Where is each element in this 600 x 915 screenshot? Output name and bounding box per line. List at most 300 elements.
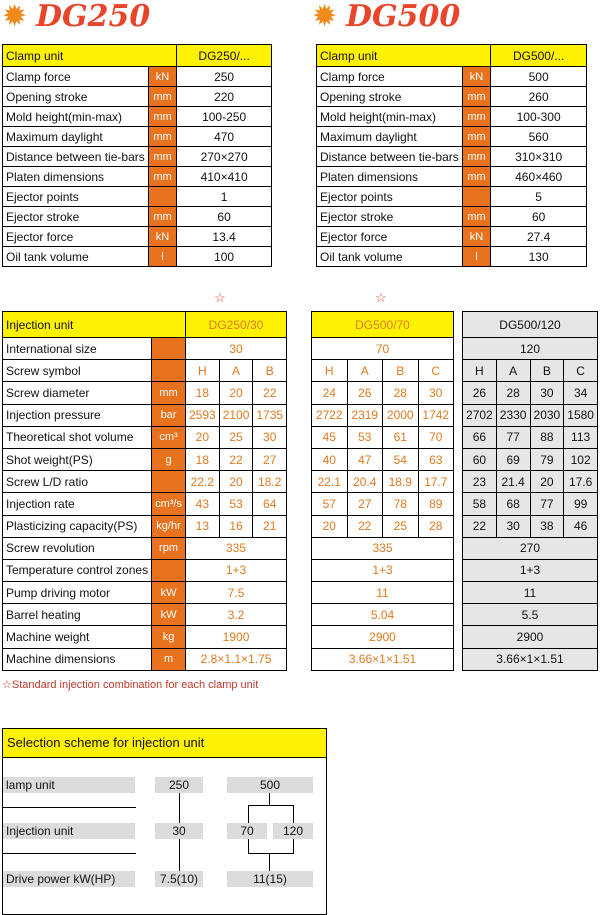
clamp-row-value: 60	[491, 207, 587, 227]
page-title-dg250: DG250	[36, 0, 151, 34]
injection-row	[463, 559, 598, 581]
injection-value: 22.2	[185, 471, 219, 493]
injection-value: 63	[418, 448, 454, 470]
injection-value: 1+3	[463, 559, 598, 581]
clamp-row-unit: mm	[462, 147, 491, 167]
injection-value: H	[463, 360, 497, 382]
injection-value: 46	[564, 515, 598, 537]
injection-row	[463, 537, 598, 559]
injection-row-label: Screw L/D ratio	[3, 471, 152, 493]
clamp-row-label: Maximum daylight	[317, 127, 463, 147]
clamp-row-unit: mm	[148, 107, 176, 127]
injection-value: 20	[219, 471, 253, 493]
clamp-row-value: 250	[177, 67, 272, 87]
clamp-row-value: 100-250	[177, 107, 272, 127]
divider	[3, 853, 136, 854]
injection-value-30: 30	[155, 823, 203, 839]
injection-value: A	[496, 360, 530, 382]
injection-value: 20	[219, 382, 253, 404]
injection-value: 25	[219, 426, 253, 448]
clamp-row-value: 13.4	[177, 227, 272, 247]
injection-value: 28	[383, 382, 419, 404]
injection-value: 11	[312, 582, 454, 604]
injection-value: 5.5	[463, 604, 598, 626]
injection-value: 53	[347, 426, 383, 448]
injection-value: 3.66×1×1.51	[312, 648, 454, 670]
injection-value: 2030	[530, 404, 564, 426]
injection-value: 22	[347, 515, 383, 537]
clamp-row	[317, 107, 587, 127]
clamp-row-unit: mm	[148, 167, 176, 187]
injection-value: 54	[383, 448, 419, 470]
injection-value: 2702	[463, 404, 497, 426]
clamp-value-500: 500	[227, 777, 313, 793]
clamp-row-value: 60	[177, 207, 272, 227]
drive-value-11: 11(15)	[227, 871, 313, 887]
injection-row	[3, 426, 287, 448]
clamp-row	[3, 127, 272, 147]
injection-row	[3, 626, 287, 648]
injection-value: 22	[463, 515, 497, 537]
injection-value: 43	[185, 493, 219, 515]
clamp-table-dg250	[2, 44, 272, 267]
injection-value: 27	[253, 448, 287, 470]
injection-value: 102	[564, 448, 598, 470]
injection-row	[463, 604, 598, 626]
clamp-row-label: Oil tank volume	[317, 247, 463, 267]
injection-row	[312, 382, 454, 404]
injection-value: 23	[463, 471, 497, 493]
injection-header: Injection unit	[3, 312, 186, 338]
injection-value: 99	[564, 493, 598, 515]
clamp-header: Clamp unit	[3, 45, 177, 67]
connector-line	[248, 853, 294, 854]
clamp-row-unit: mm	[462, 107, 491, 127]
injection-row-label: Temperature control zones	[3, 559, 152, 581]
injection-value: 88	[530, 426, 564, 448]
clamp-row-value: 470	[177, 127, 272, 147]
injection-value: B	[253, 360, 287, 382]
clamp-row	[3, 207, 272, 227]
injection-value-70: 70	[227, 823, 267, 839]
injection-value: 2100	[219, 404, 253, 426]
injection-value: 17.7	[418, 471, 454, 493]
clamp-row-unit: mm	[462, 167, 491, 187]
injection-value: 66	[463, 426, 497, 448]
injection-value: 7.5	[185, 582, 286, 604]
injection-row	[312, 515, 454, 537]
injection-value: 16	[219, 515, 253, 537]
injection-row-unit	[152, 338, 186, 360]
injection-row	[463, 648, 598, 670]
clamp-row-label: Mold height(min-max)	[3, 107, 149, 127]
injection-row	[312, 360, 454, 382]
clamp-row-value: 560	[491, 127, 587, 147]
connector-line	[248, 805, 294, 806]
injection-value: 60	[463, 448, 497, 470]
injection-row	[312, 448, 454, 470]
clamp-row	[3, 107, 272, 127]
clamp-table-dg500	[316, 44, 587, 267]
injection-value: 5.04	[312, 604, 454, 626]
clamp-row	[3, 67, 272, 87]
clamp-row-label: Mold height(min-max)	[317, 107, 463, 127]
clamp-row	[317, 187, 587, 207]
injection-value: 11	[463, 582, 598, 604]
clamp-row	[317, 67, 587, 87]
injection-value: 68	[496, 493, 530, 515]
clamp-row-value: 500	[491, 67, 587, 87]
clamp-row	[317, 247, 587, 267]
injection-value: 45	[312, 426, 348, 448]
injection-row-unit: bar	[152, 404, 186, 426]
injection-value: 28	[418, 515, 454, 537]
clamp-row-value: 1	[177, 187, 272, 207]
clamp-row-unit: kN	[462, 67, 491, 87]
page-title-dg500: DG500	[346, 0, 461, 34]
injection-row	[312, 426, 454, 448]
selection-scheme	[2, 728, 327, 915]
clamp-row-unit: mm	[462, 207, 491, 227]
injection-row	[3, 604, 287, 626]
clamp-row-unit	[462, 187, 491, 207]
injection-value: 2722	[312, 404, 348, 426]
injection-table-dg250	[2, 311, 287, 671]
clamp-row-value: 460×460	[491, 167, 587, 187]
clamp-row-unit: l	[462, 247, 491, 267]
connector-line	[269, 793, 270, 805]
injection-row	[463, 626, 598, 648]
injection-row	[3, 360, 287, 382]
injection-value: 26	[347, 382, 383, 404]
injection-row-unit: kW	[152, 604, 186, 626]
injection-row	[312, 338, 454, 360]
injection-value: 2319	[347, 404, 383, 426]
injection-value: 61	[383, 426, 419, 448]
clamp-row	[3, 227, 272, 247]
injection-row	[463, 404, 598, 426]
standard-note: ☆Standard injection combination for each clamp unit	[2, 679, 259, 691]
injection-value: 64	[253, 493, 287, 515]
clamp-row-label: Opening stroke	[317, 87, 463, 107]
injection-value: A	[219, 360, 253, 382]
injection-row	[463, 582, 598, 604]
clamp-row-value: 130	[491, 247, 587, 267]
injection-value: 1+3	[185, 559, 286, 581]
clamp-model: DG250/...	[177, 45, 272, 67]
connector-line	[179, 839, 180, 871]
injection-row	[312, 604, 454, 626]
injection-row-label: Machine dimensions	[3, 648, 152, 670]
injection-value: 2.8×1.1×1.75	[185, 648, 286, 670]
injection-value: 18	[185, 448, 219, 470]
clamp-row-label: Distance between tie-bars	[317, 147, 463, 167]
clamp-row	[317, 167, 587, 187]
injection-value: 18.9	[383, 471, 419, 493]
injection-row-unit: cm³	[152, 426, 186, 448]
injection-value: 77	[496, 426, 530, 448]
injection-value: 335	[185, 537, 286, 559]
injection-value: 47	[347, 448, 383, 470]
drive-value-7-5: 7.5(10)	[155, 871, 203, 887]
clamp-row-value: 100-300	[491, 107, 587, 127]
injection-value: 28	[496, 382, 530, 404]
injection-row-unit: rpm	[152, 537, 186, 559]
connector-line	[248, 839, 249, 853]
injection-value: 30	[418, 382, 454, 404]
standard-star-icon: ☆	[214, 290, 226, 305]
injection-value: 30	[530, 382, 564, 404]
injection-value: 3.66×1×1.51	[463, 648, 598, 670]
clamp-row	[3, 167, 272, 187]
injection-value: 57	[312, 493, 348, 515]
injection-row-label: Barrel heating	[3, 604, 152, 626]
injection-value: 21.4	[496, 471, 530, 493]
injection-row-label: Injection rate	[3, 493, 152, 515]
injection-value: 1742	[418, 404, 454, 426]
clamp-header: Clamp unit	[317, 45, 491, 67]
injection-row	[312, 648, 454, 670]
injection-unit-label: Injection unit	[6, 824, 74, 838]
injection-value: 24	[312, 382, 348, 404]
injection-value: 40	[312, 448, 348, 470]
injection-value: 77	[530, 493, 564, 515]
clamp-unit-label: lamp unit	[6, 778, 55, 792]
injection-value: 22	[219, 448, 253, 470]
clamp-row-label: Maximum daylight	[3, 127, 149, 147]
clamp-row	[317, 227, 587, 247]
injection-value: 30	[253, 426, 287, 448]
injection-value: 2900	[312, 626, 454, 648]
clamp-row-unit	[148, 187, 176, 207]
injection-table-dg500-70	[311, 311, 454, 671]
injection-row-unit: mm	[152, 382, 186, 404]
injection-value: 69	[496, 448, 530, 470]
injection-value: 13	[185, 515, 219, 537]
injection-row	[3, 648, 287, 670]
injection-model: DG250/30	[185, 312, 286, 338]
injection-row	[312, 493, 454, 515]
clamp-row-label: Platen dimensions	[3, 167, 149, 187]
injection-value: 270	[463, 537, 598, 559]
clamp-row-label: Distance between tie-bars	[3, 147, 149, 167]
injection-value: C	[564, 360, 598, 382]
injection-row-label: Plasticizing capacity(PS)	[3, 515, 152, 537]
star-icon: ✹	[2, 0, 28, 33]
injection-model: DG500/120	[463, 312, 598, 338]
injection-row-unit: g	[152, 448, 186, 470]
clamp-row-unit: kN	[148, 67, 176, 87]
clamp-row-value: 27.4	[491, 227, 587, 247]
injection-value: 22.1	[312, 471, 348, 493]
injection-row-unit	[152, 559, 186, 581]
injection-value: A	[347, 360, 383, 382]
clamp-row-unit: mm	[148, 127, 176, 147]
injection-value-120: 120	[273, 823, 313, 839]
injection-value: 30	[496, 515, 530, 537]
clamp-row-value: 270×270	[177, 147, 272, 167]
injection-row	[3, 338, 287, 360]
clamp-row-value: 410×410	[177, 167, 272, 187]
connector-line	[179, 793, 180, 823]
injection-value: 25	[383, 515, 419, 537]
clamp-row-label: Ejector force	[3, 227, 149, 247]
connector-line	[293, 805, 294, 823]
injection-row-unit: m	[152, 648, 186, 670]
injection-value: H	[185, 360, 219, 382]
clamp-row-unit: kN	[462, 227, 491, 247]
injection-value: 20.4	[347, 471, 383, 493]
injection-value: 26	[463, 382, 497, 404]
clamp-row-unit: l	[148, 247, 176, 267]
injection-row	[312, 582, 454, 604]
injection-row	[463, 382, 598, 404]
clamp-row	[3, 247, 272, 267]
injection-row-label: Injection pressure	[3, 404, 152, 426]
injection-value: 335	[312, 537, 454, 559]
injection-value: 38	[530, 515, 564, 537]
injection-row	[3, 582, 287, 604]
clamp-row	[317, 147, 587, 167]
divider	[3, 807, 136, 808]
injection-value: 53	[219, 493, 253, 515]
injection-value: 2000	[383, 404, 419, 426]
drive-power-label: Drive power kW(HP)	[6, 872, 116, 886]
injection-row-label: Theoretical shot volume	[3, 426, 152, 448]
injection-value: 2330	[496, 404, 530, 426]
injection-model: DG500/70	[312, 312, 454, 338]
clamp-row	[317, 207, 587, 227]
injection-row-label: Shot weight(PS)	[3, 448, 152, 470]
injection-value: 58	[463, 493, 497, 515]
injection-row	[3, 515, 287, 537]
injection-row	[463, 338, 598, 360]
clamp-row-unit: mm	[148, 87, 176, 107]
injection-row-unit: kg/hr	[152, 515, 186, 537]
clamp-row-label: Opening stroke	[3, 87, 149, 107]
injection-value: 20	[312, 515, 348, 537]
injection-row	[312, 471, 454, 493]
injection-row	[3, 537, 287, 559]
injection-value: 78	[383, 493, 419, 515]
injection-row-label: Screw diameter	[3, 382, 152, 404]
injection-value: 34	[564, 382, 598, 404]
selection-header: Selection scheme for injection unit	[3, 729, 326, 758]
clamp-row-label: Ejector stroke	[317, 207, 463, 227]
clamp-row-unit: mm	[462, 127, 491, 147]
clamp-row-value: 260	[491, 87, 587, 107]
clamp-row-label: Oil tank volume	[3, 247, 149, 267]
injection-value: 22	[253, 382, 287, 404]
injection-value: 1580	[564, 404, 598, 426]
clamp-row-unit: mm	[148, 207, 176, 227]
injection-row-label: Screw symbol	[3, 360, 152, 382]
injection-row	[3, 559, 287, 581]
clamp-row-value: 5	[491, 187, 587, 207]
injection-value: 70	[312, 338, 454, 360]
injection-row	[3, 471, 287, 493]
injection-value: 120	[463, 338, 598, 360]
injection-value: 27	[347, 493, 383, 515]
injection-row-label: Machine weight	[3, 626, 152, 648]
injection-value: 2593	[185, 404, 219, 426]
clamp-row	[3, 187, 272, 207]
clamp-row-value: 100	[177, 247, 272, 267]
injection-row-label: Pump driving motor	[3, 582, 152, 604]
injection-value: 1+3	[312, 559, 454, 581]
injection-value: 2900	[463, 626, 598, 648]
clamp-row-label: Ejector stroke	[3, 207, 149, 227]
injection-row	[3, 382, 287, 404]
injection-row	[463, 515, 598, 537]
injection-value: 1735	[253, 404, 287, 426]
injection-value: B	[530, 360, 564, 382]
injection-value: 18	[185, 382, 219, 404]
clamp-row	[3, 87, 272, 107]
clamp-row-label: Platen dimensions	[317, 167, 463, 187]
injection-row-unit: kg	[152, 626, 186, 648]
injection-row	[463, 448, 598, 470]
injection-value: 113	[564, 426, 598, 448]
clamp-row-label: Ejector points	[317, 187, 463, 207]
clamp-row-label: Clamp force	[317, 67, 463, 87]
clamp-row-unit: kN	[148, 227, 176, 247]
injection-row-unit	[152, 471, 186, 493]
clamp-row	[3, 147, 272, 167]
injection-value: C	[418, 360, 454, 382]
injection-row-unit: kW	[152, 582, 186, 604]
injection-row	[3, 493, 287, 515]
injection-value: 1900	[185, 626, 286, 648]
injection-row	[312, 404, 454, 426]
injection-row	[312, 626, 454, 648]
clamp-row-value: 310×310	[491, 147, 587, 167]
injection-value: H	[312, 360, 348, 382]
injection-row	[312, 537, 454, 559]
injection-value: 3.2	[185, 604, 286, 626]
clamp-row-label: Ejector force	[317, 227, 463, 247]
injection-row-label: International size	[3, 338, 152, 360]
injection-table-dg500-120	[462, 311, 598, 671]
injection-value: 79	[530, 448, 564, 470]
injection-row	[463, 471, 598, 493]
clamp-row-label: Ejector points	[3, 187, 149, 207]
star-icon: ✹	[312, 0, 338, 33]
injection-value: 70	[418, 426, 454, 448]
clamp-model: DG500/...	[491, 45, 587, 67]
injection-row	[312, 559, 454, 581]
clamp-row-label: Clamp force	[3, 67, 149, 87]
injection-value: B	[383, 360, 419, 382]
injection-value: 17.6	[564, 471, 598, 493]
injection-value: 18.2	[253, 471, 287, 493]
clamp-row	[317, 87, 587, 107]
injection-value: 20	[530, 471, 564, 493]
injection-row-unit	[152, 360, 186, 382]
connector-line	[269, 853, 270, 871]
connector-line	[248, 805, 249, 823]
standard-star-icon: ☆	[375, 290, 387, 305]
injection-row	[3, 404, 287, 426]
injection-row	[463, 360, 598, 382]
clamp-row-unit: mm	[148, 147, 176, 167]
clamp-row-unit: mm	[462, 87, 491, 107]
injection-value: 21	[253, 515, 287, 537]
injection-value: 89	[418, 493, 454, 515]
injection-row	[3, 448, 287, 470]
injection-row-label: Screw revolution	[3, 537, 152, 559]
injection-row-unit: cm³/s	[152, 493, 186, 515]
